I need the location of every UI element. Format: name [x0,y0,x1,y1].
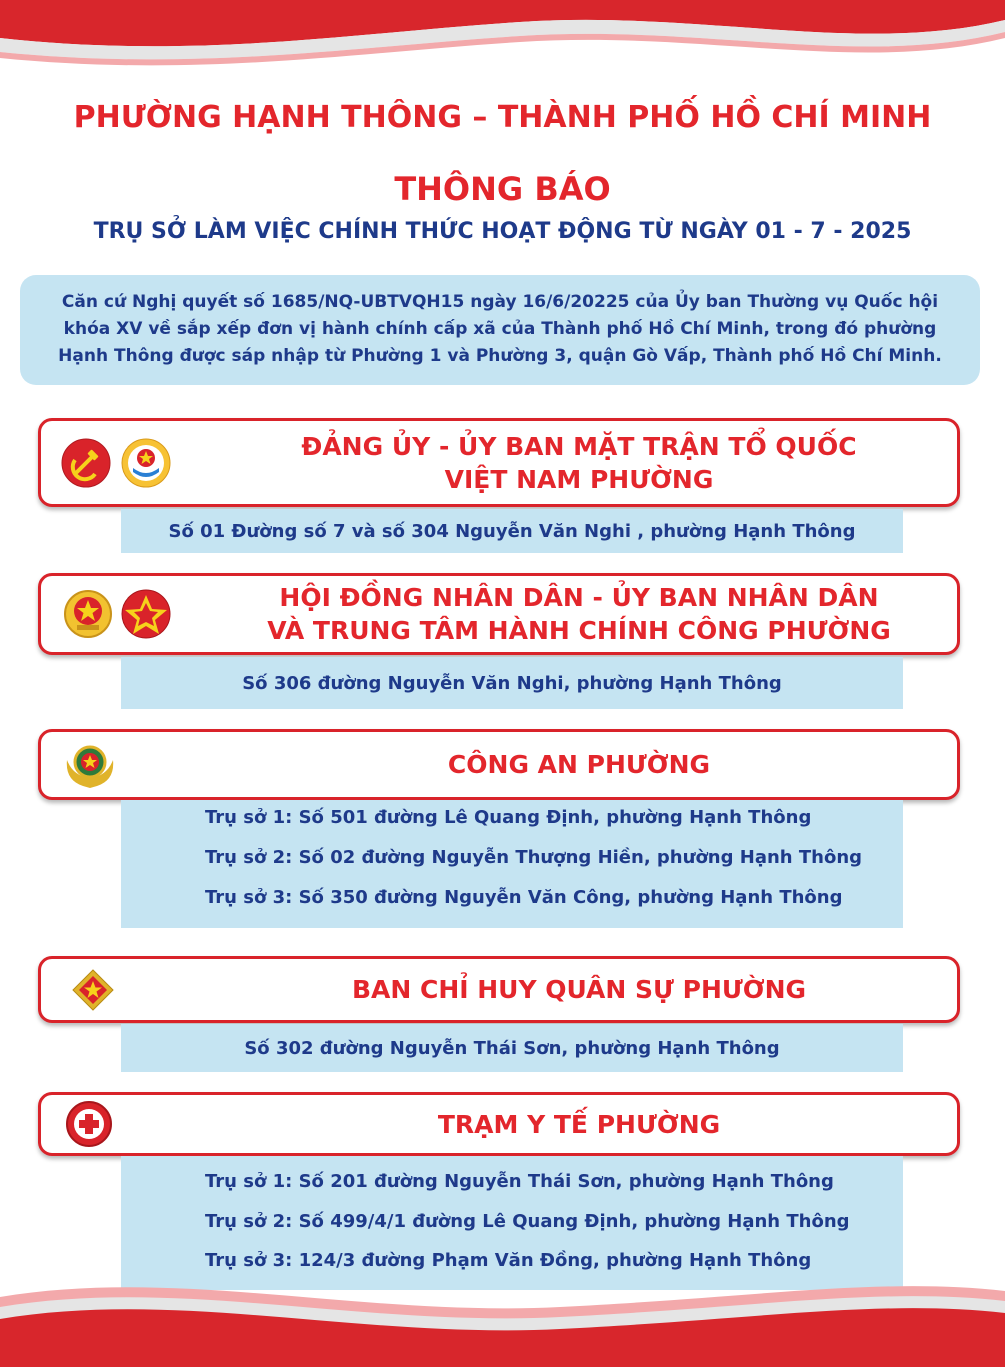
national-emblem-icon [63,589,113,639]
address-panel [121,657,903,709]
intro-line: khóa XV về sắp xếp đơn vị hành chính cấp xã của Thành phố Hồ Chí Minh, trong đó phường [63,319,937,339]
page-title: PHƯỜNG HẠNH THÔNG – THÀNH PHỐ HỒ CHÍ MINH [73,100,932,135]
intro-panel [20,275,980,385]
party-emblem-icon [61,438,111,488]
section-title-line: VIỆT NAM PHƯỜNG [444,464,714,494]
military-emblem-icon [71,968,115,1012]
section-people-council [38,573,960,655]
section-title [221,1095,937,1153]
public-service-emblem-icon [121,589,171,639]
section-title [221,421,937,504]
section-title [221,959,937,1020]
top-wave-decoration [0,0,1005,90]
section-police [38,729,960,800]
intro-line: Căn cứ Nghị quyết số 1685/NQ-UBTVQH15 ngày 16/6/20225 của Ủy ban Thường vụ Quốc hội [61,292,939,312]
section-title-line: HỘI ĐỒNG NHÂN DÂN - ỦY BAN NHÂN DÂN [279,583,879,612]
address-line: Trụ sở 3: Số 350 đường Nguyễn Văn Công, phường Hạnh Thông [205,887,843,908]
address-line: Số 302 đường Nguyễn Thái Sơn, phường Hạnh Thông [244,1037,780,1059]
notice-heading: THÔNG BÁO [394,170,611,208]
address-line: Số 306 đường Nguyễn Văn Nghi, phường Hạnh Thông [242,672,782,694]
section-health-station [38,1092,960,1156]
address-line: Số 01 Đường số 7 và số 304 Nguyễn Văn Nghi , phường Hạnh Thông [168,520,856,542]
address-panel [121,800,903,928]
address-line: Trụ sở 2: Số 02 đường Nguyễn Thượng Hiền, phường Hạnh Thông [205,847,863,868]
address-line: Trụ sở 2: Số 499/4/1 đường Lê Quang Định, phường Hạnh Thông [205,1211,850,1232]
section-title-line: ĐẢNG ỦY - ỦY BAN MẶT TRẬN TỔ QUỐC [301,431,857,461]
address-panel [121,509,903,553]
bottom-wave-decoration [0,1257,1005,1367]
fatherland-front-emblem-icon [121,438,171,488]
notice-subtitle: TRỤ SỞ LÀM VIỆC CHÍNH THỨC HOẠT ĐỘNG TỪ NGÀY 01 - 7 - 2025 [93,219,912,244]
section-title [221,732,937,797]
section-title [221,576,937,652]
section-title-line: VÀ TRUNG TÂM HÀNH CHÍNH CÔNG PHƯỜNG [267,616,891,645]
section-title-line: BAN CHỈ HUY QUÂN SỰ PHƯỜNG [351,975,807,1004]
section-title-line: CÔNG AN PHƯỜNG [447,750,711,779]
address-line: Trụ sở 1: Số 501 đường Lê Quang Định, phường Hạnh Thông [205,807,812,828]
medical-cross-icon [65,1100,113,1148]
intro-line: Hạnh Thông được sáp nhập từ Phường 1 và Phường 3, quận Gò Vấp, Thành phố Hồ Chí Minh. [58,346,942,366]
address-panel [121,1024,903,1072]
section-party-committee [38,418,960,507]
section-title-line: TRẠM Y TẾ PHƯỜNG [437,1109,721,1139]
address-line: Trụ sở 3: 124/3 đường Phạm Văn Đồng, phường Hạnh Thông [205,1250,812,1271]
section-military-command [38,956,960,1023]
address-line: Trụ sở 1: Số 201 đường Nguyễn Thái Sơn, phường Hạnh Thông [205,1171,834,1192]
police-badge-icon [63,740,117,790]
